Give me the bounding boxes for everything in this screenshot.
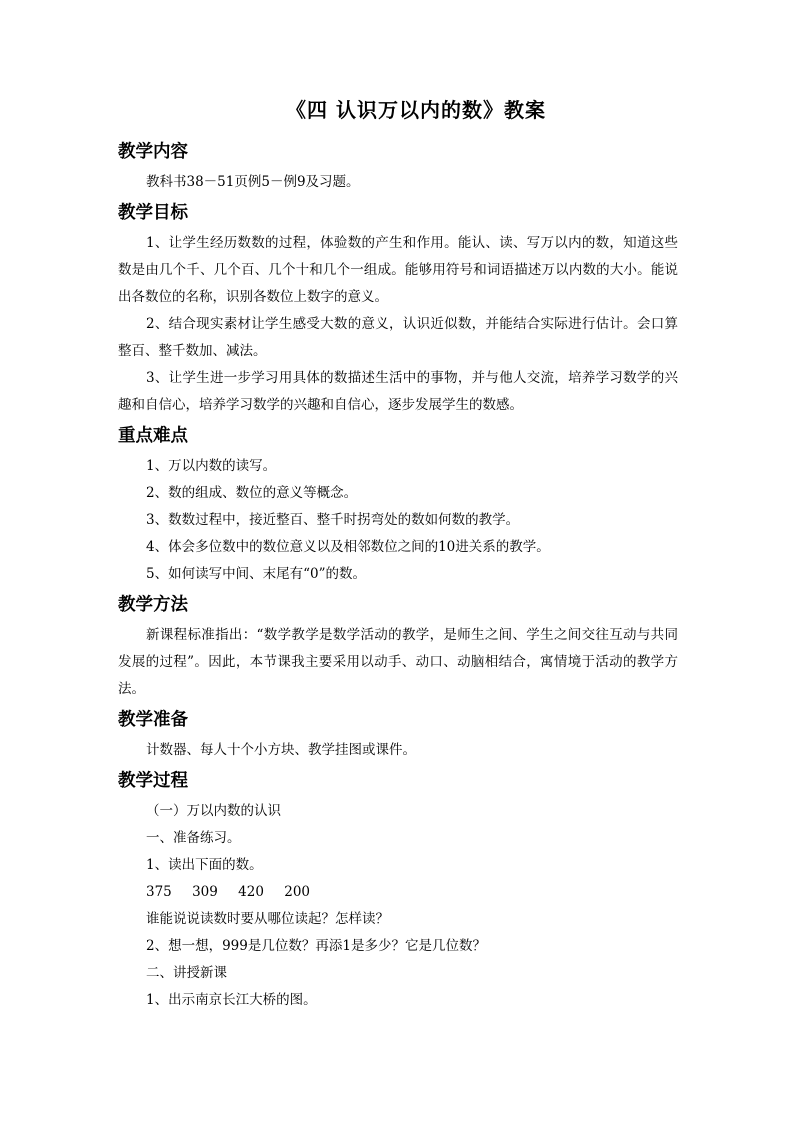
- heading-process: 教学过程: [118, 771, 188, 791]
- heading-prep: 教学准备: [118, 710, 188, 730]
- paragraph: 1、读出下面的数。: [146, 857, 263, 873]
- heading-goals: 教学目标: [118, 203, 188, 223]
- paragraph: 4、体会多位数中的数位意义以及相邻数位之间的10进关系的教学。: [146, 539, 550, 555]
- paragraph: 2、数的组成、数位的意义等概念。: [146, 485, 358, 501]
- paragraph: 5、如何读写中间、末尾有“0”的数。: [146, 566, 366, 582]
- paragraph: 2、结合现实素材让学生感受大数的意义，认识近似数，并能结合实际进行估计。会口算整百、整千数加、减法。: [118, 316, 678, 359]
- number-item: 200: [284, 884, 311, 900]
- paragraph: 3、让学生进一步学习用具体的数描述生活中的事物，并与他人交流，培养学习数学的兴趣和自信心，培养学习数学的兴趣和自信心，逐步发展学生的数感。: [118, 370, 678, 413]
- number-item: 309: [192, 884, 218, 900]
- paragraph: 教科书38－51页例5－例9及习题。: [146, 174, 360, 190]
- number-item: 375: [146, 884, 172, 900]
- paragraph: 二、讲授新课: [146, 965, 227, 981]
- document-title: 《四 认识万以内的数》教案: [286, 98, 546, 122]
- paragraph: 1、出示南京长江大桥的图。: [146, 992, 317, 1008]
- heading-key-points: 重点难点: [118, 426, 188, 446]
- paragraph: （一）万以内数的认识: [146, 803, 281, 819]
- paragraph: 3、数数过程中，接近整百、整千时拐弯处的数如何数的教学。: [146, 512, 520, 528]
- heading-content: 教学内容: [118, 142, 188, 162]
- paragraph: 1、让学生经历数数的过程，体验数的产生和作用。能认、读、写万以内的数，知道这些数是由几个千、几个百、几个十和几个一组成。能够用符号和词语描述万以内数的大小。能说出各数位的名称，识别各数位上数字的意义。: [118, 235, 678, 305]
- paragraph: 1、万以内数的读写。: [146, 458, 277, 474]
- paragraph: 谁能说说读数时要从哪位读起？怎样读？: [146, 911, 389, 927]
- paragraph: 一、准备练习。: [146, 830, 241, 846]
- number-list: [118, 879, 678, 906]
- document-page: [118, 88, 678, 1014]
- paragraph: 计数器、每人十个小方块、教学挂图或课件。: [146, 742, 416, 758]
- paragraph: 新课程标准指出：“数学教学是数学活动的教学，是师生之间、学生之间交往互动与共同发展的过程”。因此，本节课我主要采用以动手、动口、动脑相结合，寓情境于活动的教学方法。: [118, 627, 678, 697]
- heading-methods: 教学方法: [118, 595, 188, 615]
- number-item: 420: [238, 884, 264, 900]
- paragraph: 2、想一想，999是几位数？再添1是多少？它是几位数？: [146, 938, 486, 954]
